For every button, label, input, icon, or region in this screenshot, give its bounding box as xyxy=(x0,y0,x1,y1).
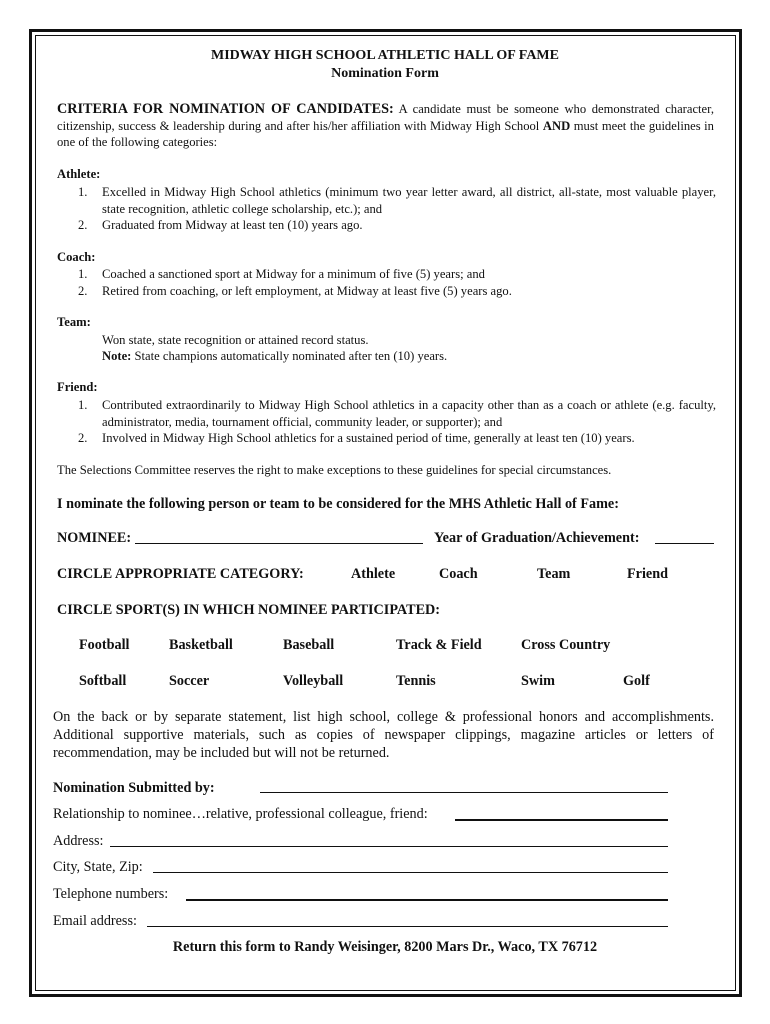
form-title: MIDWAY HIGH SCHOOL ATHLETIC HALL OF FAME xyxy=(211,48,559,63)
return-instructions: Return this form to Randy Weisinger, 8200 Mars Dr., Waco, TX 76712 xyxy=(172,939,598,955)
item-text: Contributed extraordinarily to Midway High School athletics in a capacity other than as a coach or athlete (e.g. faculty, administrator, media, tournament official, community leader, or supporter); and xyxy=(102,398,716,429)
category-team[interactable]: Team xyxy=(537,566,571,582)
criteria-heading: CRITERIA FOR NOMINATION OF CANDIDATES: xyxy=(57,101,394,117)
nominate-statement: I nominate the following person or team to be considered for the MHS Athletic Hall of Fame: xyxy=(57,496,619,512)
friend-item xyxy=(78,430,718,447)
committee-note: The Selections Committee reserves the right to make exceptions to these guidelines for special circumstances. xyxy=(57,463,612,477)
item-text: Retired from coaching, or left employment, at Midway at least five (5) years ago. xyxy=(102,284,512,298)
team-note xyxy=(102,348,447,365)
item-text: Involved in Midway High School athletics for a sustained period of time, generally at least ten (10) years. xyxy=(102,431,635,445)
sport-softball[interactable]: Softball xyxy=(79,673,127,689)
email-field[interactable] xyxy=(147,926,668,927)
sport-track-field[interactable]: Track & Field xyxy=(396,637,482,653)
sport-swim[interactable]: Swim xyxy=(521,673,555,689)
athlete-item xyxy=(78,184,718,218)
nominee-field[interactable] xyxy=(135,543,423,544)
item-number: 1. xyxy=(78,398,88,412)
category-coach[interactable]: Coach xyxy=(439,566,478,582)
address-field[interactable] xyxy=(110,846,668,847)
sport-golf[interactable]: Golf xyxy=(623,673,650,689)
item-text: Coached a sanctioned sport at Midway for a minimum of five (5) years; and xyxy=(102,267,485,281)
item-number: 2. xyxy=(78,431,88,445)
relationship-label: Relationship to nominee…relative, professional colleague, friend: xyxy=(53,806,428,822)
coach-item xyxy=(78,283,718,300)
sport-volleyball[interactable]: Volleyball xyxy=(283,673,344,689)
athlete-heading: Athlete: xyxy=(57,167,101,181)
address-label: Address: xyxy=(53,833,104,849)
nominee-label: NOMINEE: xyxy=(57,530,132,546)
criteria-text-after: must meet the guidelines in one of the following categories: xyxy=(57,118,714,149)
note-text: State champions automatically nominated after ten (10) years. xyxy=(134,349,448,363)
year-label: Year of Graduation/Achievement: xyxy=(434,530,640,546)
honors-paragraph: On the back or by separate statement, list high school, college & professional honors and accomplishments. Additional supportive materials, such as copies of newspaper clippings, magazine articles or letters of recommendation, may be included but will not be returned. xyxy=(53,709,714,761)
category-label: CIRCLE APPROPRIATE CATEGORY: xyxy=(57,566,304,582)
sports-label: CIRCLE SPORT(S) IN WHICH NOMINEE PARTICIPATED: xyxy=(57,602,441,618)
relationship-field[interactable] xyxy=(455,819,668,821)
sport-football[interactable]: Football xyxy=(79,637,130,653)
category-friend[interactable]: Friend xyxy=(627,566,668,582)
telephone-field[interactable] xyxy=(186,899,668,901)
sport-baseball[interactable]: Baseball xyxy=(283,637,335,653)
category-athlete[interactable]: Athlete xyxy=(351,566,396,582)
friend-heading: Friend: xyxy=(57,380,98,394)
year-field[interactable] xyxy=(655,543,714,544)
city-state-zip-field[interactable] xyxy=(153,872,668,873)
submitted-by-label: Nomination Submitted by: xyxy=(53,780,215,796)
submitted-by-field[interactable] xyxy=(260,792,668,793)
coach-item xyxy=(78,266,718,283)
item-number: 1. xyxy=(78,185,88,199)
item-number: 1. xyxy=(78,267,88,281)
sport-cross-country[interactable]: Cross Country xyxy=(521,637,611,653)
telephone-label: Telephone numbers: xyxy=(53,886,169,902)
item-number: 2. xyxy=(78,218,88,232)
sport-basketball[interactable]: Basketball xyxy=(169,637,233,653)
coach-heading: Coach: xyxy=(57,250,96,264)
criteria-text: A candidate must be someone who demonstrated character, citizenship, success & leadership during and after his/her affiliation with Midway High School xyxy=(57,102,714,133)
friend-item xyxy=(78,397,718,431)
item-number: 2. xyxy=(78,284,88,298)
item-text: Excelled in Midway High School athletics (minimum two year letter award, all district, all-state, most valuable player, state recognition, athletic college scholarship, etc.); and xyxy=(102,185,716,216)
team-heading: Team: xyxy=(57,315,91,329)
criteria-and: AND xyxy=(542,118,571,133)
sport-soccer[interactable]: Soccer xyxy=(169,673,210,689)
form-subtitle: Nomination Form xyxy=(331,66,439,81)
team-line: Won state, state recognition or attained record status. xyxy=(102,333,369,347)
note-label: Note: xyxy=(102,349,132,363)
sport-tennis[interactable]: Tennis xyxy=(396,673,436,689)
athlete-item xyxy=(78,217,718,234)
inner-border xyxy=(35,35,736,991)
item-text: Graduated from Midway at least ten (10) years ago. xyxy=(102,218,363,232)
email-label: Email address: xyxy=(53,913,137,929)
city-state-zip-label: City, State, Zip: xyxy=(53,859,143,875)
criteria-paragraph xyxy=(57,101,714,151)
